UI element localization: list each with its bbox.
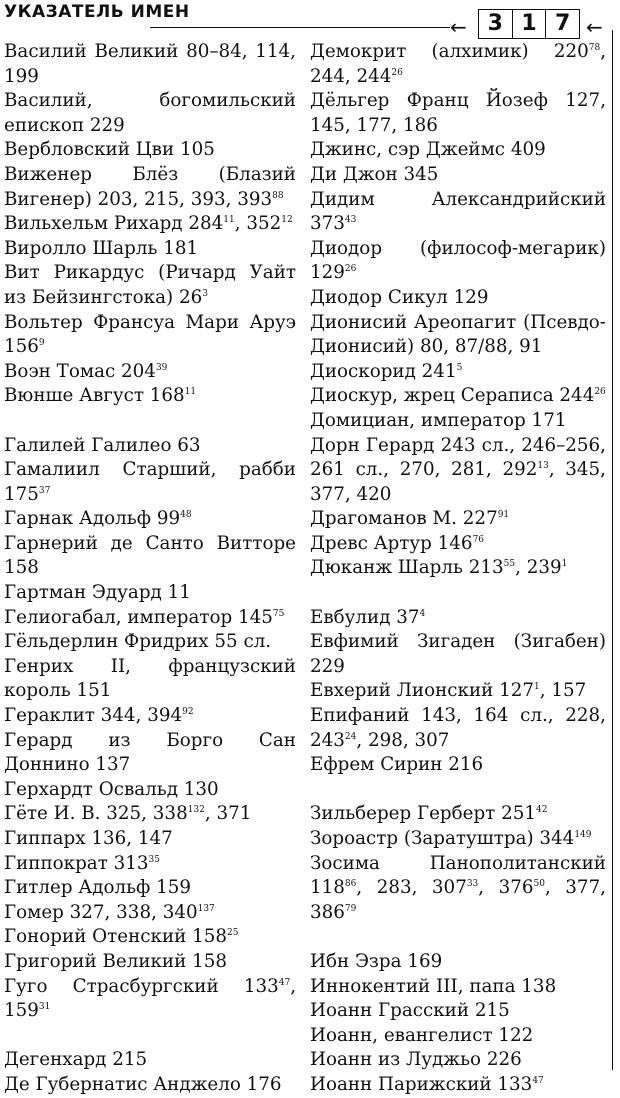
entry-text: Дюканж Шарль 213 bbox=[310, 557, 504, 579]
index-entry bbox=[310, 409, 606, 434]
letter-group-gap bbox=[4, 1024, 296, 1049]
entry-text: Дёльгер Франц Йозеф 127, 145, 177, 186 bbox=[310, 90, 606, 136]
right-arrow-icon: ← bbox=[586, 15, 603, 39]
entry-text: Виролло Шарль 181 bbox=[4, 237, 199, 259]
entry-text: Диодор (философ-мегарик) 129 bbox=[310, 237, 606, 284]
letter-group-gap bbox=[310, 581, 606, 606]
footnote-ref: 43 bbox=[344, 215, 357, 226]
index-entry bbox=[4, 138, 296, 163]
entry-text: , 157 bbox=[539, 680, 587, 702]
index-entry bbox=[310, 532, 606, 557]
footnote-ref: 39 bbox=[155, 362, 168, 373]
entry-text: Дегенхард 215 bbox=[4, 1049, 148, 1071]
index-entry bbox=[4, 458, 296, 507]
entry-text: Иоанн, евангелист 122 bbox=[310, 1024, 534, 1046]
entry-text: , 371 bbox=[204, 803, 252, 825]
index-entry bbox=[310, 606, 606, 631]
index-entry bbox=[4, 729, 296, 778]
index-entry bbox=[4, 237, 296, 262]
entry-text: Джинс, сэр Джеймс 409 bbox=[310, 139, 546, 161]
entry-text: Евхерий Лионский 127 bbox=[310, 680, 535, 702]
entry-text: Дионисий Ареопагит (Псевдо-Дионисий) 80, 87/88, 91 bbox=[310, 311, 606, 358]
entry-text: Гитлер Адольф 159 bbox=[4, 877, 192, 899]
footnote-ref: 35 bbox=[148, 854, 160, 865]
entry-text: Вит Рикардус (Ричард Уайт из Бейзингстока) 26 bbox=[4, 262, 296, 308]
entry-text: Иоанн из Луджьо 226 bbox=[310, 1049, 522, 1071]
entry-text: Дорн Герард 243 сл., 246–256, 261 сл., 270, 281, 292 bbox=[310, 434, 606, 481]
entry-text: Герард из Борго Сан Доннино 137 bbox=[4, 729, 296, 776]
footnote-ref: 26 bbox=[391, 67, 403, 78]
index-entry bbox=[310, 556, 606, 581]
entry-text: Домициан, император 171 bbox=[310, 409, 567, 431]
page-digit: 1 bbox=[512, 10, 546, 38]
index-entry bbox=[4, 384, 296, 409]
entry-text: Вольтер Франсуа Мари Аруэ 156 bbox=[4, 311, 296, 358]
entry-text: , 376 bbox=[478, 877, 534, 899]
index-entry bbox=[4, 852, 296, 877]
entry-text: Иоанн Грасский 215 bbox=[310, 1000, 510, 1022]
entry-text: Иннокентий III, папа 138 bbox=[310, 975, 557, 997]
letter-group-gap bbox=[310, 778, 606, 803]
index-entry bbox=[310, 360, 606, 385]
index-entry bbox=[310, 311, 606, 360]
index-entry bbox=[4, 212, 296, 237]
entry-text: , 352 bbox=[234, 213, 282, 235]
page-number-box bbox=[478, 9, 580, 39]
entry-text: Де Губернатис Анджело 176 bbox=[4, 1073, 282, 1095]
footnote-ref: 47 bbox=[532, 1075, 544, 1086]
index-entry bbox=[4, 975, 296, 1024]
index-column-left bbox=[4, 40, 296, 1098]
index-entry bbox=[4, 802, 296, 827]
letter-group-gap bbox=[4, 409, 296, 434]
left-arrow-icon: ← bbox=[450, 15, 467, 39]
entry-text: Иоанн Парижский 133 bbox=[310, 1073, 533, 1095]
index-entry bbox=[310, 507, 606, 532]
entry-text: Гартман Эдуард 11 bbox=[4, 582, 191, 604]
entry-text: Евфимий Зигаден (Зигабен) 229 bbox=[310, 631, 606, 677]
index-entry bbox=[4, 163, 296, 212]
entry-text: Гарнерий де Санто Витторе 158 bbox=[4, 532, 296, 579]
entry-text: Вюнше Август 168 bbox=[4, 385, 185, 407]
index-entry bbox=[4, 1073, 296, 1098]
index-entry bbox=[4, 827, 296, 852]
index-entry bbox=[4, 89, 296, 138]
footnote-ref: 33 bbox=[466, 879, 479, 890]
index-entry bbox=[4, 778, 296, 803]
index-entry bbox=[310, 286, 606, 311]
entry-text: Демокрит (алхимик) 220 bbox=[310, 41, 589, 62]
entry-text: Воэн Томас 204 bbox=[4, 360, 156, 382]
footnote-ref: 47 bbox=[278, 977, 291, 988]
footnote-ref: 1 bbox=[534, 682, 540, 693]
page-digit: 3 bbox=[487, 11, 503, 36]
letter-group-gap bbox=[310, 925, 606, 950]
entry-text: Василий Великий 80–84, 114, 199 bbox=[4, 41, 296, 87]
index-entry bbox=[4, 261, 296, 310]
entry-text: Диоскорид 241 bbox=[310, 360, 457, 382]
index-entry bbox=[310, 679, 606, 704]
entry-text: Гиппарх 136, 147 bbox=[4, 828, 173, 849]
index-entry bbox=[4, 507, 296, 532]
footnote-ref: 92 bbox=[182, 706, 194, 717]
index-entry bbox=[310, 1024, 606, 1049]
entry-text: Гераклит 344, 394 bbox=[4, 705, 183, 727]
footnote-ref: 79 bbox=[344, 903, 357, 914]
index-entry bbox=[310, 138, 606, 163]
entry-text: Древс Артур 146 bbox=[310, 532, 473, 554]
footnote-ref: 11 bbox=[223, 215, 235, 226]
footnote-ref: 12 bbox=[281, 215, 293, 226]
index-entry bbox=[4, 876, 296, 901]
footnote-ref: 9 bbox=[38, 338, 45, 349]
footnote-ref: 13 bbox=[537, 461, 549, 471]
entry-text: , 377, 386 bbox=[310, 877, 607, 923]
footnote-ref: 26 bbox=[594, 387, 606, 398]
index-entry bbox=[4, 630, 296, 655]
footnote-ref: 76 bbox=[472, 534, 485, 545]
footnote-ref: 78 bbox=[588, 42, 601, 53]
entry-text: , 283, 307 bbox=[356, 877, 467, 899]
index-entry bbox=[4, 532, 296, 581]
entry-text: Герхардт Освальд 130 bbox=[4, 778, 219, 800]
index-entry bbox=[4, 360, 296, 385]
entry-text: , 345, 377, 420 bbox=[310, 459, 606, 505]
footnote-ref: 1 bbox=[561, 559, 568, 570]
index-entry bbox=[310, 630, 606, 679]
entry-text: , 159 bbox=[4, 975, 296, 1022]
entry-text: Зильберер Герберт 251 bbox=[310, 803, 536, 825]
footnote-ref: 137 bbox=[197, 903, 215, 914]
entry-text: Гомер 327, 338, 340 bbox=[4, 901, 198, 923]
entry-text: Гёльдерлин Фридрих 55 сл. bbox=[4, 631, 272, 653]
footnote-ref: 91 bbox=[497, 510, 510, 521]
footnote-ref: 37 bbox=[38, 485, 51, 496]
index-entry bbox=[310, 975, 606, 1000]
footnote-ref: 4 bbox=[419, 608, 426, 619]
footnote-ref: 55 bbox=[503, 559, 516, 570]
entry-text: Зосима Панополитанский 118 bbox=[310, 852, 606, 899]
running-title: УКАЗАТЕЛЬ ИМЕН bbox=[4, 2, 190, 22]
entry-text: Вильхельм Рихард 284 bbox=[4, 213, 224, 235]
entry-text: Драгоманов М. 227 bbox=[310, 508, 498, 530]
entry-text: , 239 bbox=[515, 557, 562, 579]
index-entry bbox=[310, 704, 606, 753]
index-entry bbox=[310, 827, 606, 852]
index-entry bbox=[310, 188, 606, 237]
entry-text: Гарнак Адольф 99 bbox=[4, 508, 181, 530]
index-entry bbox=[310, 1073, 606, 1098]
index-entry bbox=[310, 852, 606, 926]
index-entry bbox=[310, 89, 606, 138]
entry-text: Виженер Блёз (Блазий Вигенер) 203, 215, 393, 393 bbox=[4, 163, 296, 210]
index-entry bbox=[4, 950, 296, 975]
footnote-ref: 48 bbox=[180, 510, 192, 521]
page-header bbox=[0, 0, 620, 40]
side-rule bbox=[612, 30, 613, 1070]
entry-text: Гёте И. В. 325, 338 bbox=[4, 803, 188, 825]
index-entry bbox=[310, 950, 606, 975]
entry-text: Вербловский Цви 105 bbox=[4, 139, 215, 161]
footnote-ref: 11 bbox=[184, 387, 197, 398]
footnote-ref: 86 bbox=[344, 879, 357, 890]
entry-text: Василий, богомильский епископ 229 bbox=[4, 90, 296, 136]
entry-text: Генрих II, французский король 151 bbox=[4, 655, 296, 702]
entry-text: Галилей Галилео 63 bbox=[4, 434, 201, 456]
entry-text: Григорий Великий 158 bbox=[4, 950, 228, 972]
index-entry bbox=[310, 753, 606, 778]
index-entry bbox=[4, 311, 296, 360]
entry-text: Диодор Сикул 129 bbox=[310, 286, 489, 308]
footnote-ref: 149 bbox=[574, 829, 592, 840]
entry-text: Гамалиил Старший, рабби 175 bbox=[4, 459, 296, 505]
entry-text: Ефрем Сирин 216 bbox=[310, 754, 484, 776]
index-entry bbox=[4, 1048, 296, 1073]
index-entry bbox=[4, 606, 296, 631]
footnote-ref: 88 bbox=[272, 190, 284, 201]
entry-text: Диоскур, жрец Сераписа 244 bbox=[310, 385, 595, 407]
footnote-ref: 42 bbox=[535, 805, 548, 816]
footnote-ref: 75 bbox=[272, 608, 285, 619]
index-entry bbox=[310, 434, 606, 508]
entry-text: Ибн Эзра 169 bbox=[310, 950, 443, 972]
entry-text: Дидим Александрийский 373 bbox=[310, 188, 606, 235]
index-entry bbox=[310, 163, 606, 188]
footnote-ref: 24 bbox=[344, 731, 357, 742]
entry-text: Гиппократ 313 bbox=[4, 852, 149, 874]
index-entry bbox=[4, 704, 296, 729]
index-entry bbox=[310, 802, 606, 827]
footnote-ref: 5 bbox=[456, 362, 463, 373]
entry-text: Епифаний 143, 164 сл., 228, 243 bbox=[310, 705, 606, 751]
entry-text: Евбулид 37 bbox=[310, 606, 420, 628]
index-entry bbox=[4, 40, 296, 89]
index-entry bbox=[4, 434, 296, 459]
entry-text: Гелиогабал, император 145 bbox=[4, 606, 273, 628]
index-entry bbox=[310, 1048, 606, 1073]
index-entry bbox=[4, 901, 296, 926]
index-entry bbox=[4, 655, 296, 704]
header-rule bbox=[150, 27, 450, 28]
index-entry bbox=[310, 999, 606, 1024]
entry-text: , 244, 244 bbox=[310, 41, 606, 87]
index-entry bbox=[4, 581, 296, 606]
footnote-ref: 3 bbox=[202, 288, 208, 299]
page-digit: 7 bbox=[545, 10, 579, 38]
footnote-ref: 50 bbox=[533, 879, 545, 890]
footnote-ref: 31 bbox=[38, 1002, 51, 1013]
entry-text: Гонорий Отенский 158 bbox=[4, 926, 228, 948]
index-entry bbox=[310, 384, 606, 409]
index-column-right bbox=[310, 40, 606, 1098]
entry-text: , 298, 307 bbox=[356, 729, 450, 751]
index-entry bbox=[310, 237, 606, 286]
index-entry bbox=[310, 40, 606, 89]
footnote-ref: 132 bbox=[187, 805, 205, 816]
entry-text: Гуго Страсбургский 133 bbox=[4, 975, 279, 997]
index-entry bbox=[4, 925, 296, 950]
footnote-ref: 26 bbox=[344, 264, 357, 275]
entry-text: Ди Джон 345 bbox=[310, 163, 439, 185]
entry-text: Зороастр (Заратуштра) 344 bbox=[310, 828, 575, 849]
footnote-ref: 25 bbox=[227, 928, 239, 939]
